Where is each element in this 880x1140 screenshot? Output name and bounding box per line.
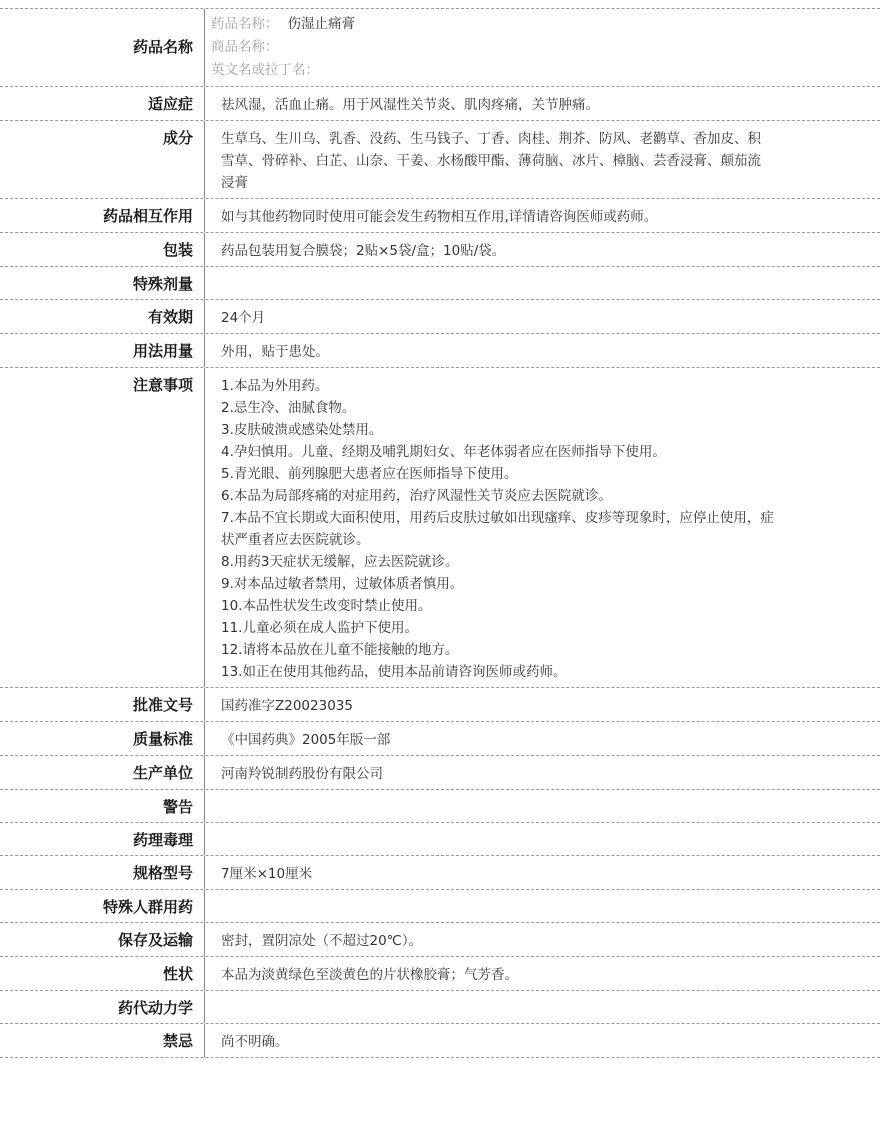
row-label-special-populations: 特殊人群用药	[0, 890, 205, 922]
row-label-ingredients: 成分	[0, 121, 205, 198]
drug-name-line	[211, 13, 840, 36]
table-row-drug-name	[0, 9, 880, 87]
table-row-specification	[0, 856, 880, 890]
row-value-manufacturer: 河南羚锐制药股份有限公司	[221, 766, 383, 782]
row-value-storage-transport: 密封，置阴凉处（不超过20℃）。	[221, 933, 423, 949]
row-value-packaging: 药品包装用复合膜袋；2贴×5袋/盒；10贴/袋。	[221, 243, 506, 259]
drug-name-key: 药品名称：	[211, 16, 279, 32]
table-row-quality-standard	[0, 722, 880, 756]
trade-name-key: 商品名称：	[211, 39, 279, 55]
precaution-item: 13.如正在使用其他药品，使用本品前请咨询医师或药师。	[221, 664, 567, 680]
row-value-shelf-life: 24个月	[221, 310, 266, 326]
precaution-item: 6.本品为局部疼痛的对症用药，治疗风湿性关节炎应去医院就诊。	[221, 488, 612, 504]
row-label-warning: 警告	[0, 790, 205, 822]
table-row-pharmacology-toxicology	[0, 823, 880, 856]
row-label-precautions: 注意事项	[0, 368, 205, 687]
row-label-drug-name: 药品名称	[0, 9, 205, 86]
row-label-special-dosage: 特殊剂量	[0, 267, 205, 299]
row-value-warning	[205, 790, 880, 822]
precaution-item: 11.儿童必须在成人监护下使用。	[221, 620, 418, 636]
table-row-indications	[0, 87, 880, 121]
trade-name-line	[211, 36, 840, 59]
row-value-precautions	[205, 368, 880, 687]
row-value-pharmacokinetics	[205, 991, 880, 1023]
row-label-pharmacology-toxicology: 药理毒理	[0, 823, 205, 855]
row-value-dosage-usage: 外用，贴于患处。	[221, 344, 329, 360]
drug-name-value: 伤湿止痛膏	[287, 16, 355, 32]
row-value-approval-number: 国药准字Z20023035	[221, 698, 353, 714]
row-value-description: 本品为淡黄绿色至淡黄色的片状橡胶膏；气芳香。	[221, 967, 518, 983]
row-label-manufacturer: 生产单位	[0, 756, 205, 789]
drug-info-table	[0, 8, 880, 1058]
row-value-quality-standard: 《中国药典》2005年版一部	[221, 732, 391, 748]
row-label-drug-interactions: 药品相互作用	[0, 199, 205, 232]
row-value-pharmacology-toxicology	[205, 823, 880, 855]
precaution-item: 1.本品为外用药。	[221, 378, 329, 394]
table-row-pharmacokinetics	[0, 991, 880, 1024]
table-row-contraindications	[0, 1024, 880, 1058]
row-label-shelf-life: 有效期	[0, 300, 205, 333]
precaution-item: 5.青光眼、前列腺肥大患者应在医师指导下使用。	[221, 466, 518, 482]
table-row-special-populations	[0, 890, 880, 923]
row-value-specification: 7厘米×10厘米	[221, 866, 313, 882]
precaution-item: 9.对本品过敏者禁用，过敏体质者慎用。	[221, 576, 464, 592]
english-name-line	[211, 59, 840, 82]
table-row-manufacturer	[0, 756, 880, 790]
row-value-ingredients: 生草乌、生川乌、乳香、没药、生马钱子、丁香、肉桂、荆芥、防风、老鹳草、香加皮、积雪草、骨碎补、白芷、山奈、干姜、水杨酸甲酯、薄荷脑、冰片、樟脑、芸香浸膏、颠茄流浸膏	[221, 131, 761, 191]
table-row-warning	[0, 790, 880, 823]
table-row-description	[0, 957, 880, 991]
row-label-description: 性状	[0, 957, 205, 990]
table-row-shelf-life	[0, 300, 880, 334]
row-label-storage-transport: 保存及运输	[0, 923, 205, 956]
row-label-indications: 适应症	[0, 87, 205, 120]
precaution-item: 7.本品不宜长期或大面积使用，用药后皮肤过敏如出现瘙痒、皮疹等现象时，应停止使用，症状严重者应去医院就诊。	[221, 510, 774, 548]
row-value-special-dosage	[205, 267, 880, 299]
table-row-approval-number	[0, 688, 880, 722]
row-label-dosage-usage: 用法用量	[0, 334, 205, 367]
row-value-indications: 祛风湿，活血止痛。用于风湿性关节炎、肌肉疼痛，关节肿痛。	[221, 97, 599, 113]
row-value-drug-interactions: 如与其他药物同时使用可能会发生药物相互作用,详情请咨询医师或药师。	[221, 209, 658, 225]
row-label-specification: 规格型号	[0, 856, 205, 889]
row-value-drug-name	[205, 9, 880, 86]
table-row-storage-transport	[0, 923, 880, 957]
precaution-item: 8.用药3天症状无缓解，应去医院就诊。	[221, 554, 459, 570]
row-label-contraindications: 禁忌	[0, 1024, 205, 1057]
table-row-special-dosage	[0, 267, 880, 300]
table-row-precautions	[0, 368, 880, 688]
row-label-packaging: 包装	[0, 233, 205, 266]
table-row-drug-interactions	[0, 199, 880, 233]
row-label-pharmacokinetics: 药代动力学	[0, 991, 205, 1023]
precaution-item: 3.皮肤破溃或感染处禁用。	[221, 422, 383, 438]
precaution-item: 10.本品性状发生改变时禁止使用。	[221, 598, 432, 614]
precaution-item: 2.忌生冷、油腻食物。	[221, 400, 356, 416]
table-row-ingredients	[0, 121, 880, 199]
table-row-dosage-usage	[0, 334, 880, 368]
row-value-contraindications: 尚不明确。	[221, 1034, 289, 1050]
precaution-item: 12.请将本品放在儿童不能接触的地方。	[221, 642, 459, 658]
row-value-special-populations	[205, 890, 880, 922]
english-name-key: 英文名或拉丁名：	[211, 62, 319, 78]
table-row-packaging	[0, 233, 880, 267]
precaution-item: 4.孕妇慎用。儿童、经期及哺乳期妇女、年老体弱者应在医师指导下使用。	[221, 444, 666, 460]
row-label-quality-standard: 质量标准	[0, 722, 205, 755]
row-label-approval-number: 批准文号	[0, 688, 205, 721]
